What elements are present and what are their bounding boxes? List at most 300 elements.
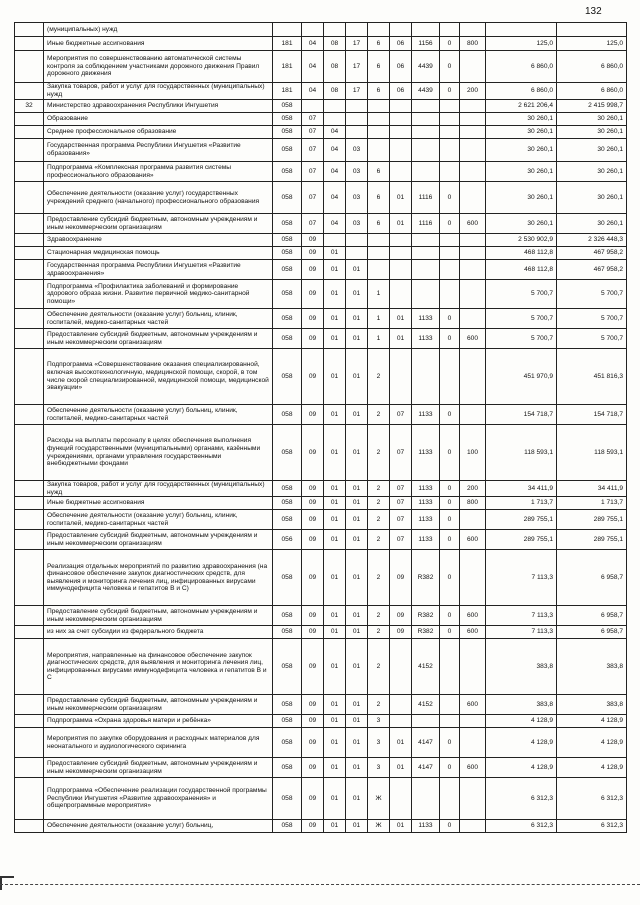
subsection-code-cell: 01 [324,329,346,349]
event-code-cell [390,349,412,405]
table-row [15,234,627,247]
subsection-code-cell: 01 [324,530,346,550]
item-name-cell: Закупка товаров, работ и услуг для государственных (муниципальных) нужд [44,481,273,497]
subdirection-code-cell [440,695,460,715]
expense-type-code-cell [460,550,486,606]
amount-1-cell: 4 128,9 [486,758,557,778]
expense-type-code-cell [460,349,486,405]
row-number-cell [15,113,44,126]
expense-type-code-cell [460,139,486,162]
section-code-cell [302,23,324,37]
table-row [15,83,627,100]
direction-code-cell: 1133 [412,820,440,833]
expense-type-code-cell: 600 [460,329,486,349]
program-code-cell: 01 [346,309,368,329]
table-row [15,550,627,606]
amount-2-cell: 4 128,9 [557,728,627,758]
subdirection-code-cell: 0 [440,37,460,51]
row-number-cell [15,139,44,162]
item-name-cell: Обеспечение деятельности (оказание услуг) больниц, клиник, госпиталей, медико-санитарных частей [44,510,273,530]
event-code-cell: 01 [390,728,412,758]
amount-2-cell: 5 700,7 [557,309,627,329]
row-number-cell [15,778,44,820]
subprogram-code-cell: 2 [368,349,390,405]
expense-type-code-cell [460,126,486,139]
expense-type-code-cell [460,510,486,530]
subsection-code-cell: 01 [324,349,346,405]
item-name-cell: Здравоохранение [44,234,273,247]
subsection-code-cell: 08 [324,37,346,51]
subsection-code-cell: 01 [324,260,346,280]
section-code-cell: 09 [302,728,324,758]
subdirection-code-cell [440,260,460,280]
direction-code-cell: 1133 [412,497,440,510]
direction-code-cell [412,778,440,820]
kvsr-code-cell: 058 [273,425,302,481]
kvsr-code-cell: 058 [273,639,302,695]
row-number-cell [15,309,44,329]
table-row [15,280,627,309]
amount-1-cell: 7 113,3 [486,606,557,626]
program-code-cell: 01 [346,778,368,820]
amount-2-cell: 289 755,1 [557,530,627,550]
event-code-cell: 07 [390,481,412,497]
subdirection-code-cell: 0 [440,182,460,214]
subsection-code-cell: 01 [324,639,346,695]
subsection-code-cell: 04 [324,162,346,182]
table-row [15,715,627,728]
program-code-cell: 03 [346,182,368,214]
kvsr-code-cell: 058 [273,728,302,758]
expense-type-code-cell: 800 [460,37,486,51]
program-code-cell: 01 [346,606,368,626]
direction-code-cell [412,280,440,309]
row-number-cell [15,182,44,214]
row-number-cell [15,695,44,715]
subprogram-code-cell: 6 [368,214,390,234]
amount-2-cell: 5 700,7 [557,329,627,349]
program-code-cell: 01 [346,758,368,778]
subprogram-code-cell [368,260,390,280]
subprogram-code-cell: 3 [368,728,390,758]
amount-1-cell: 5 700,7 [486,309,557,329]
row-number-cell [15,329,44,349]
subprogram-code-cell: 6 [368,182,390,214]
item-name-cell: Мероприятия по закупке оборудования и расходных материалов для неонатального и аудиологического скрининга [44,728,273,758]
event-code-cell: 06 [390,83,412,100]
amount-2-cell: 118 593,1 [557,425,627,481]
section-code-cell: 09 [302,349,324,405]
section-code-cell: 09 [302,695,324,715]
section-code-cell: 09 [302,715,324,728]
item-name-cell: Подпрограмма «Обеспечение реализации государственной программы Республики Ингушетия «Развитие здравоохранения» и общепрограммные мероприятия» [44,778,273,820]
row-number-cell [15,51,44,83]
kvsr-code-cell [273,23,302,37]
kvsr-code-cell: 058 [273,280,302,309]
item-name-cell: Предоставление субсидий бюджетным, автономным учреждениям и иным некоммерческим организациям [44,530,273,550]
section-code-cell: 09 [302,234,324,247]
amount-1-cell: 4 128,9 [486,728,557,758]
item-name-cell: Иные бюджетные ассигнования [44,497,273,510]
item-name-cell: Государственная программа Республики Ингушетия «Развитие здравоохранения» [44,260,273,280]
amount-1-cell [486,23,557,37]
section-code-cell [302,100,324,113]
table-row [15,626,627,639]
section-code-cell: 09 [302,425,324,481]
amount-1-cell: 118 593,1 [486,425,557,481]
subdirection-code-cell: 0 [440,83,460,100]
event-code-cell [390,162,412,182]
subsection-code-cell: 01 [324,715,346,728]
kvsr-code-cell: 181 [273,51,302,83]
subdirection-code-cell [440,247,460,260]
table-row [15,820,627,833]
row-number-cell [15,234,44,247]
subprogram-code-cell [368,234,390,247]
amount-1-cell: 7 113,3 [486,626,557,639]
program-code-cell: 01 [346,405,368,425]
expense-type-code-cell [460,715,486,728]
amount-2-cell [557,23,627,37]
amount-1-cell: 383,8 [486,639,557,695]
expense-type-code-cell: 200 [460,83,486,100]
program-code-cell: 03 [346,139,368,162]
budget-table [14,22,627,833]
section-code-cell: 09 [302,626,324,639]
row-number-cell [15,550,44,606]
amount-1-cell: 30 260,1 [486,139,557,162]
amount-1-cell: 30 260,1 [486,182,557,214]
subprogram-code-cell: 2 [368,606,390,626]
table-row [15,100,627,113]
table-row [15,530,627,550]
subsection-code-cell: 01 [324,778,346,820]
section-code-cell: 09 [302,247,324,260]
program-code-cell [346,23,368,37]
program-code-cell: 01 [346,715,368,728]
event-code-cell [390,247,412,260]
item-name-cell: Среднее профессиональное образование [44,126,273,139]
subdirection-code-cell [440,639,460,695]
table-row [15,139,627,162]
amount-1-cell: 30 260,1 [486,214,557,234]
item-name-cell: Предоставление субсидий бюджетным, автономным учреждениям и иным некоммерческим организациям [44,758,273,778]
program-code-cell: 03 [346,214,368,234]
kvsr-code-cell: 058 [273,234,302,247]
event-code-cell [390,126,412,139]
subdirection-code-cell [440,349,460,405]
subprogram-code-cell: 2 [368,510,390,530]
subdirection-code-cell [440,234,460,247]
section-code-cell: 09 [302,497,324,510]
amount-2-cell: 2 415 998,7 [557,100,627,113]
program-code-cell: 17 [346,83,368,100]
subsection-code-cell: 01 [324,758,346,778]
subsection-code-cell: 01 [324,550,346,606]
row-number-cell [15,497,44,510]
kvsr-code-cell: 058 [273,550,302,606]
expense-type-code-cell: 600 [460,606,486,626]
program-code-cell [346,234,368,247]
kvsr-code-cell: 058 [273,309,302,329]
subdirection-code-cell [440,113,460,126]
direction-code-cell: 1133 [412,405,440,425]
direction-code-cell [412,234,440,247]
direction-code-cell: 1133 [412,510,440,530]
item-name-cell: Стационарная медицинская помощь [44,247,273,260]
page-number: 132 [585,6,602,17]
subsection-code-cell: 01 [324,695,346,715]
amount-1-cell: 2 530 902,9 [486,234,557,247]
amount-2-cell: 154 718,7 [557,405,627,425]
section-code-cell: 09 [302,778,324,820]
amount-2-cell: 30 260,1 [557,113,627,126]
direction-code-cell: 1133 [412,530,440,550]
program-code-cell [346,113,368,126]
subprogram-code-cell [368,247,390,260]
kvsr-code-cell: 058 [273,349,302,405]
item-name-cell: Предоставление субсидий бюджетным, автономным учреждениям и иным некоммерческим организациям [44,695,273,715]
event-code-cell: 06 [390,37,412,51]
direction-code-cell: 1133 [412,309,440,329]
program-code-cell: 03 [346,162,368,182]
subsection-code-cell: 01 [324,425,346,481]
event-code-cell: 07 [390,497,412,510]
subsection-code-cell [324,23,346,37]
subsection-code-cell: 01 [324,510,346,530]
section-code-cell: 09 [302,550,324,606]
kvsr-code-cell: 058 [273,497,302,510]
amount-2-cell: 125,0 [557,37,627,51]
table-row [15,182,627,214]
subdirection-code-cell: 0 [440,606,460,626]
subprogram-code-cell: 2 [368,405,390,425]
row-number-cell [15,83,44,100]
event-code-cell: 01 [390,758,412,778]
item-name-cell: Предоставление субсидий бюджетным, автономным учреждениям и иным некоммерческим организациям [44,329,273,349]
direction-code-cell: R382 [412,550,440,606]
program-code-cell: 01 [346,626,368,639]
amount-1-cell: 451 970,9 [486,349,557,405]
event-code-cell [390,280,412,309]
program-code-cell: 01 [346,820,368,833]
amount-2-cell: 6 312,3 [557,778,627,820]
program-code-cell: 01 [346,639,368,695]
subsection-code-cell [324,100,346,113]
bottom-border-line [0,884,640,885]
expense-type-code-cell [460,247,486,260]
subprogram-code-cell: 2 [368,550,390,606]
item-name-cell: Мероприятия, направленные на финансовое обеспечение закупок диагностических средств, для выявления и мониторинга лечения лиц, инфицированных вирусами иммунодефицита человека и гепатитов В и С [44,639,273,695]
section-code-cell: 09 [302,606,324,626]
kvsr-code-cell: 058 [273,162,302,182]
event-code-cell [390,100,412,113]
subsection-code-cell: 04 [324,182,346,214]
amount-1-cell: 30 260,1 [486,162,557,182]
amount-2-cell: 30 260,1 [557,126,627,139]
subsection-code-cell: 08 [324,51,346,83]
direction-code-cell: 4147 [412,758,440,778]
subprogram-code-cell: 6 [368,162,390,182]
amount-2-cell: 30 260,1 [557,214,627,234]
item-name-cell: Подпрограмма «Совершенствование оказания специализированной, включая высокотехнологичную, медицинской помощи, скорой, в том числе скорой специализированной, медицинской помощи, медицинской эвакуации» [44,349,273,405]
row-number-cell [15,639,44,695]
subprogram-code-cell [368,139,390,162]
subdirection-code-cell [440,778,460,820]
item-name-cell: Подпрограмма «Охрана здоровья матери и ребёнка» [44,715,273,728]
amount-2-cell: 467 958,2 [557,247,627,260]
section-code-cell: 07 [302,182,324,214]
program-code-cell: 01 [346,481,368,497]
kvsr-code-cell: 058 [273,113,302,126]
amount-1-cell: 34 411,9 [486,481,557,497]
kvsr-code-cell: 181 [273,37,302,51]
subdirection-code-cell [440,162,460,182]
event-code-cell: 07 [390,510,412,530]
subsection-code-cell: 01 [324,405,346,425]
amount-1-cell: 289 755,1 [486,530,557,550]
amount-1-cell: 5 700,7 [486,280,557,309]
amount-1-cell: 6 312,3 [486,820,557,833]
direction-code-cell: 4152 [412,695,440,715]
amount-2-cell: 383,8 [557,639,627,695]
event-code-cell: 06 [390,51,412,83]
corner-mark [0,876,14,890]
program-code-cell: 01 [346,280,368,309]
direction-code-cell [412,23,440,37]
subprogram-code-cell: 2 [368,695,390,715]
row-number-cell [15,37,44,51]
program-code-cell: 01 [346,497,368,510]
subdirection-code-cell: 0 [440,820,460,833]
direction-code-cell: 4439 [412,83,440,100]
program-code-cell: 01 [346,260,368,280]
subprogram-code-cell [368,100,390,113]
program-code-cell: 01 [346,425,368,481]
expense-type-code-cell [460,309,486,329]
table-row [15,23,627,37]
program-code-cell: 01 [346,530,368,550]
amount-2-cell: 4 128,9 [557,758,627,778]
table-row [15,695,627,715]
program-code-cell [346,100,368,113]
subdirection-code-cell [440,715,460,728]
subsection-code-cell: 01 [324,626,346,639]
program-code-cell [346,126,368,139]
amount-1-cell: 7 113,3 [486,550,557,606]
subprogram-code-cell: 2 [368,639,390,695]
program-code-cell: 01 [346,349,368,405]
subdirection-code-cell [440,139,460,162]
expense-type-code-cell: 600 [460,695,486,715]
subprogram-code-cell: Ж [368,778,390,820]
subdirection-code-cell [440,126,460,139]
row-number-cell [15,214,44,234]
amount-2-cell: 6 958,7 [557,550,627,606]
expense-type-code-cell: 600 [460,530,486,550]
section-code-cell: 09 [302,309,324,329]
subprogram-code-cell: 2 [368,425,390,481]
event-code-cell: 07 [390,405,412,425]
section-code-cell: 09 [302,639,324,695]
kvsr-code-cell: 058 [273,606,302,626]
program-code-cell: 17 [346,51,368,83]
program-code-cell: 01 [346,550,368,606]
kvsr-code-cell: 058 [273,626,302,639]
kvsr-code-cell: 058 [273,820,302,833]
subdirection-code-cell: 0 [440,51,460,83]
kvsr-code-cell: 058 [273,695,302,715]
subsection-code-cell: 01 [324,481,346,497]
section-code-cell: 09 [302,530,324,550]
amount-2-cell: 30 260,1 [557,182,627,214]
subsection-code-cell: 01 [324,497,346,510]
table-row [15,639,627,695]
amount-2-cell: 34 411,9 [557,481,627,497]
subsection-code-cell: 01 [324,606,346,626]
direction-code-cell [412,139,440,162]
table-row [15,309,627,329]
program-code-cell: 01 [346,510,368,530]
kvsr-code-cell: 058 [273,758,302,778]
section-code-cell: 09 [302,405,324,425]
amount-2-cell: 289 755,1 [557,510,627,530]
subdirection-code-cell [440,100,460,113]
amount-2-cell: 6 958,7 [557,606,627,626]
item-name-cell: Министерство здравоохранения Республики Ингушетия [44,100,273,113]
row-number-cell [15,280,44,309]
direction-code-cell [412,715,440,728]
subdirection-code-cell: 0 [440,481,460,497]
direction-code-cell [412,260,440,280]
subprogram-code-cell: 1 [368,280,390,309]
subprogram-code-cell [368,23,390,37]
amount-2-cell: 2 326 448,3 [557,234,627,247]
subprogram-code-cell: Ж [368,820,390,833]
subsection-code-cell: 08 [324,83,346,100]
row-number-cell [15,626,44,639]
section-code-cell: 09 [302,329,324,349]
expense-type-code-cell: 200 [460,481,486,497]
kvsr-code-cell: 181 [273,83,302,100]
row-number-cell [15,425,44,481]
item-name-cell: Образование [44,113,273,126]
direction-code-cell: 1133 [412,481,440,497]
subdirection-code-cell [440,23,460,37]
kvsr-code-cell: 058 [273,481,302,497]
subdirection-code-cell: 0 [440,405,460,425]
row-number-cell [15,758,44,778]
subprogram-code-cell: 3 [368,715,390,728]
item-name-cell: Обеспечение деятельности (оказание услуг) больниц, [44,820,273,833]
amount-1-cell: 6 312,3 [486,778,557,820]
subsection-code-cell: 04 [324,126,346,139]
item-name-cell: Предоставление субсидий бюджетным, автономным учреждениям и иным некоммерческим организациям [44,214,273,234]
expense-type-code-cell: 600 [460,626,486,639]
table-row [15,497,627,510]
subprogram-code-cell: 1 [368,329,390,349]
table-row [15,260,627,280]
row-number-cell [15,820,44,833]
kvsr-code-cell: 058 [273,329,302,349]
direction-code-cell: 1116 [412,182,440,214]
event-code-cell [390,23,412,37]
kvsr-code-cell: 058 [273,405,302,425]
row-number-cell [15,23,44,37]
row-number-cell [15,260,44,280]
amount-1-cell: 6 860,0 [486,83,557,100]
subdirection-code-cell: 0 [440,510,460,530]
